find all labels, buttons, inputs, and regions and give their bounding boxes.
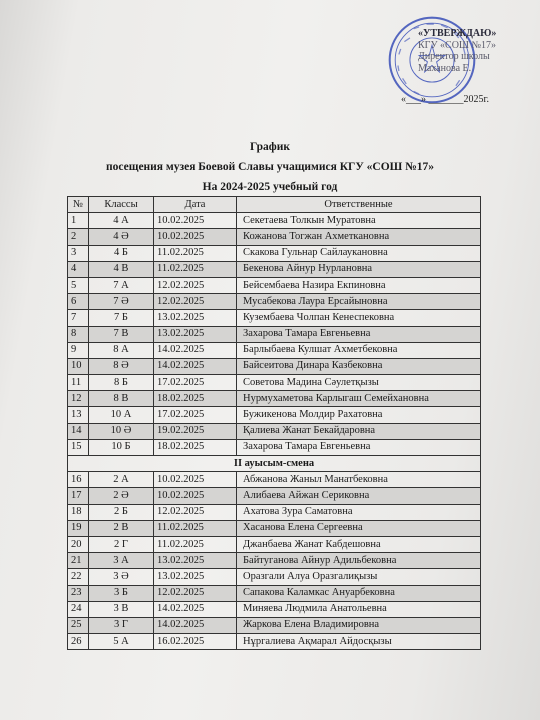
table-row (68, 439, 481, 455)
row-responsible: Ахатова Зура Саматовна (237, 504, 481, 520)
row-class: 8 В (89, 391, 154, 407)
row-number: 2 (68, 229, 89, 245)
table-header-row (68, 197, 481, 213)
row-number: 9 (68, 342, 89, 358)
row-date: 10.02.2025 (154, 488, 237, 504)
row-number: 11 (68, 375, 89, 391)
section-row (68, 456, 481, 472)
row-class: 3 Г (89, 617, 154, 633)
table-body-first-shift (68, 213, 481, 456)
table-row (68, 585, 481, 601)
table-row (68, 634, 481, 650)
table-row (68, 342, 481, 358)
document-subtitle: посещения музея Боевой Славы учащимися КГУ «СОШ №17» (106, 161, 434, 173)
table-row (68, 326, 481, 342)
schedule-table (67, 196, 481, 650)
row-date: 11.02.2025 (154, 245, 237, 261)
row-class: 3 Ә (89, 569, 154, 585)
row-class: 10 А (89, 407, 154, 423)
row-responsible: Бекенова Айнур Нурлановна (237, 261, 481, 277)
table-row (68, 391, 481, 407)
row-class: 4 В (89, 261, 154, 277)
header-responsible: Ответственные (237, 197, 481, 213)
table-row (68, 294, 481, 310)
row-class: 5 А (89, 634, 154, 650)
row-date: 13.02.2025 (154, 310, 237, 326)
row-date: 11.02.2025 (154, 520, 237, 536)
row-number: 22 (68, 569, 89, 585)
row-date: 14.02.2025 (154, 617, 237, 633)
header-number: № (68, 197, 89, 213)
table-row (68, 601, 481, 617)
row-number: 13 (68, 407, 89, 423)
row-responsible: Захарова Тамара Евгеньевна (237, 326, 481, 342)
row-class: 10 Ә (89, 423, 154, 439)
row-class: 2 В (89, 520, 154, 536)
approval-date: «___» _______2025г. (401, 94, 489, 105)
row-class: 7 Ә (89, 294, 154, 310)
row-class: 8 А (89, 342, 154, 358)
row-number: 3 (68, 245, 89, 261)
row-responsible: Кожанова Тогжан Ахметкановна (237, 229, 481, 245)
row-class: 4 Б (89, 245, 154, 261)
row-number: 26 (68, 634, 89, 650)
row-date: 10.02.2025 (154, 472, 237, 488)
row-class: 10 Б (89, 439, 154, 455)
table-row (68, 358, 481, 374)
row-responsible: Советова Мадина Сәулетқызы (237, 375, 481, 391)
row-date: 14.02.2025 (154, 342, 237, 358)
row-date: 11.02.2025 (154, 536, 237, 552)
row-number: 21 (68, 553, 89, 569)
row-number: 7 (68, 310, 89, 326)
row-class: 7 А (89, 277, 154, 293)
row-date: 12.02.2025 (154, 504, 237, 520)
row-responsible: Барлыбаева Кулшат Ахметбековна (237, 342, 481, 358)
row-date: 14.02.2025 (154, 358, 237, 374)
row-number: 17 (68, 488, 89, 504)
row-responsible: Бейсембаева Назира Екпиновна (237, 277, 481, 293)
row-responsible: Бужикенова Молдир Рахатовна (237, 407, 481, 423)
row-class: 2 Б (89, 504, 154, 520)
table-row (68, 488, 481, 504)
approval-line: Маханова Е. (418, 62, 472, 74)
document-year: На 2024-2025 учебный год (202, 181, 338, 193)
approval-line: КГУ «СОШ №17» (418, 39, 497, 51)
row-date: 12.02.2025 (154, 294, 237, 310)
row-number: 18 (68, 504, 89, 520)
row-class: 2 Г (89, 536, 154, 552)
table-section (68, 456, 481, 472)
row-responsible: Нұргалиева Ақмарал Айдосқызы (237, 634, 481, 650)
table-row (68, 423, 481, 439)
row-responsible: Қалиева Жанат Бекайдаровна (237, 423, 481, 439)
row-number: 24 (68, 601, 89, 617)
row-responsible: Кузембаева Чолпан Кенеспековна (237, 310, 481, 326)
row-number: 6 (68, 294, 89, 310)
row-number: 4 (68, 261, 89, 277)
row-number: 12 (68, 391, 89, 407)
table-row (68, 617, 481, 633)
table-row (68, 553, 481, 569)
row-responsible: Абжанова Жаныл Манатбековна (237, 472, 481, 488)
table-row (68, 472, 481, 488)
row-date: 12.02.2025 (154, 585, 237, 601)
row-date: 13.02.2025 (154, 569, 237, 585)
row-class: 8 Ә (89, 358, 154, 374)
approval-line: Директор школы (418, 51, 490, 62)
row-responsible: Оразгали Алуа Оразгалиқызы (237, 569, 481, 585)
approval-title: «УТВЕРЖДАЮ» (418, 28, 497, 39)
row-number: 16 (68, 472, 89, 488)
row-date: 10.02.2025 (154, 213, 237, 229)
header-date: Дата (154, 197, 237, 213)
table-row (68, 569, 481, 585)
row-responsible: Байсеитова Динара Казбековна (237, 358, 481, 374)
row-date: 17.02.2025 (154, 407, 237, 423)
row-number: 1 (68, 213, 89, 229)
table-row (68, 310, 481, 326)
header-class: Классы (89, 197, 154, 213)
row-date: 17.02.2025 (154, 375, 237, 391)
row-class: 3 Б (89, 585, 154, 601)
row-class: 4 А (89, 213, 154, 229)
table-row (68, 261, 481, 277)
row-date: 13.02.2025 (154, 326, 237, 342)
table-row (68, 229, 481, 245)
row-responsible: Алибаева Айжан Сериковна (237, 488, 481, 504)
row-responsible: Сапакова Каламкас Ануарбековна (237, 585, 481, 601)
table-row (68, 213, 481, 229)
row-date: 10.02.2025 (154, 229, 237, 245)
row-responsible: Нурмухаметова Карлыгаш Семейхановна (237, 391, 481, 407)
row-number: 10 (68, 358, 89, 374)
row-responsible: Скакова Гульнар Сайлаукановна (237, 245, 481, 261)
row-date: 14.02.2025 (154, 601, 237, 617)
row-number: 15 (68, 439, 89, 455)
row-class: 8 Б (89, 375, 154, 391)
row-number: 23 (68, 585, 89, 601)
table-row (68, 245, 481, 261)
row-class: 2 Ә (89, 488, 154, 504)
row-number: 5 (68, 277, 89, 293)
row-responsible: Мусабекова Лаура Ерсайыновна (237, 294, 481, 310)
row-date: 13.02.2025 (154, 553, 237, 569)
row-date: 19.02.2025 (154, 423, 237, 439)
row-class: 3 В (89, 601, 154, 617)
row-responsible: Хасанова Елена Сергеевна (237, 520, 481, 536)
row-number: 20 (68, 536, 89, 552)
row-number: 8 (68, 326, 89, 342)
row-class: 3 А (89, 553, 154, 569)
row-date: 18.02.2025 (154, 391, 237, 407)
table-row (68, 536, 481, 552)
row-date: 16.02.2025 (154, 634, 237, 650)
row-class: 2 А (89, 472, 154, 488)
row-responsible: Жаркова Елена Владимировна (237, 617, 481, 633)
table-row (68, 504, 481, 520)
table-row (68, 407, 481, 423)
row-responsible: Байтуганова Айнур Адильбековна (237, 553, 481, 569)
table-row (68, 375, 481, 391)
approval-block (418, 28, 518, 74)
row-class: 7 В (89, 326, 154, 342)
row-number: 25 (68, 617, 89, 633)
row-responsible: Секетаева Толкын Муратовна (237, 213, 481, 229)
document-title: График (250, 141, 290, 153)
table-row (68, 520, 481, 536)
document-title-block (0, 137, 540, 197)
row-responsible: Миняева Людмила Анатольевна (237, 601, 481, 617)
table-row (68, 277, 481, 293)
row-responsible: Джанбаева Жанат Кабдешовна (237, 536, 481, 552)
row-date: 11.02.2025 (154, 261, 237, 277)
row-date: 12.02.2025 (154, 277, 237, 293)
row-number: 19 (68, 520, 89, 536)
row-responsible: Захарова Тамара Евгеньевна (237, 439, 481, 455)
row-date: 18.02.2025 (154, 439, 237, 455)
row-class: 7 Б (89, 310, 154, 326)
section-label: ІІ ауысым-смена (68, 456, 481, 472)
row-number: 14 (68, 423, 89, 439)
table-body-second-shift (68, 472, 481, 650)
row-class: 4 Ә (89, 229, 154, 245)
